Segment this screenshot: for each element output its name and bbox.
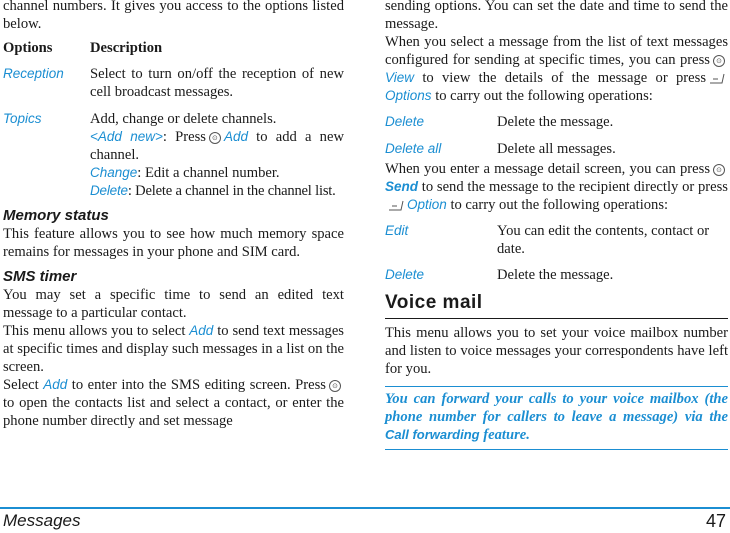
operations-table-2 [385,222,728,284]
add-new-line: <Add new>: Press ⊙ Add to add a new channel. [90,129,344,163]
softkey-icon [388,200,404,211]
sms-timer-p1: You may set a specific time to send an edited text message to a particular contact. [3,287,344,321]
left-column [3,0,344,430]
change-line: Change: Edit a channel number. [90,165,280,181]
voice-mail-rule [385,318,728,319]
op-edit: Edit [385,223,409,238]
reception-desc: Select to turn on/off the reception of new cell broadcast messages. [90,66,344,100]
ok-key-icon: ⊙ [713,164,725,176]
op-delete-desc: Delete the message. [497,114,614,130]
header-options: Options [3,40,53,56]
sms-timer-p2: This menu allows you to select Add to send text messages at specific times and display such messages in a list on the screen. [3,323,344,375]
right-column [385,0,728,450]
option-word: Option [407,197,447,212]
softkey-icon [709,73,725,84]
op-delete-all: Delete all [385,141,442,156]
voice-mail-text: This menu allows you to set your voice mailbox number and listen to voice messages your correspondents have left for you. [385,325,728,377]
option-reception: Reception [3,66,64,81]
sms-timer-heading: SMS timer [3,268,77,285]
right-p2: When you select a message from the list of text messages configured for sending at specific times, you can press ⊙View to view the details of the message or pressOptions to carry out the following operations: [385,34,728,104]
topics-desc: Add, change or delete channels. [90,111,277,127]
ok-key-icon: ⊙ [713,55,725,67]
delete-label: Delete [90,183,128,198]
memory-status-heading: Memory status [3,207,109,224]
voice-mail-note: You can forward your calls to your voice mailbox (the phone number for callers to leave a message) via the Call forwarding feature. [385,391,728,443]
call-forwarding-link: Call forwarding [385,427,480,442]
memory-status-text: This feature allows you to see how much memory space remains for messages in your phone and SIM card. [3,226,344,260]
delete-line: Delete: Delete a channel in the channel list. [90,183,336,199]
note-rule-top [385,386,728,387]
add-word: Add [189,323,214,338]
header-description: Description [90,40,163,56]
op-edit-desc: You can edit the contents, contact or date. [497,223,710,257]
voice-mail-heading: Voice mail [385,292,483,313]
operations-table-1 [385,113,728,160]
intro-text: channel numbers. It gives you access to the options listed below. [3,0,344,32]
right-p3: When you enter a message detail screen, you can press ⊙Send to send the message to the recipient directly or pressOption to carry out the following operations: [385,161,728,213]
ok-key-icon: ⊙ [209,132,221,144]
right-p1: sending options. You can set the date and time to send the message. [385,0,728,32]
op-delete-2: Delete [385,267,425,282]
options-table [3,39,344,200]
op-delete: Delete [385,114,425,129]
option-topics: Topics [3,111,42,126]
add-new-label: <Add new> [90,129,163,144]
footer-rule [0,507,730,509]
op-delete-all-desc: Delete all messages. [497,141,616,157]
send-word: Send [385,179,419,194]
note-rule-bottom [385,449,728,450]
sms-timer-p3: Select Add to enter into the SMS editing screen. Press ⊙to open the contacts list and select a contact, or enter the phone number directly and set message [3,377,344,429]
options-word: Options [385,88,432,103]
page-number: 47 [705,511,726,531]
ok-key-icon: ⊙ [329,380,341,392]
footer-section-title: Messages [3,511,81,530]
op-delete-2-desc: Delete the message. [497,267,614,283]
change-label: Change [90,165,138,180]
view-word: View [385,70,415,85]
add-word: Add [43,377,68,392]
add-word: Add [223,129,248,144]
